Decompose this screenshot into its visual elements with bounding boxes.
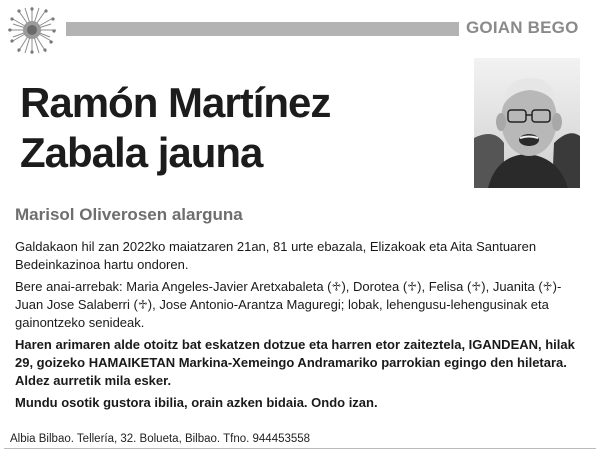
portrait-photo xyxy=(474,58,580,188)
name-line-2: Zabala jauna xyxy=(20,129,263,176)
widow-subtitle: Marisol Oliverosen alarguna xyxy=(15,205,243,224)
family-members: Bere anai-arrebak: Maria Angeles-Javier Aretxabaleta (♱), Dorotea (♱), Felisa (♱), Juanita (♱)-Juan Jose Salaberri (♱), Jose Antonio-Arantza Maguregi; lobak, lehengusu-lehengusinak eta gainontzeko senideak. xyxy=(15,279,562,330)
flower-icon xyxy=(6,4,58,56)
bottom-divider xyxy=(4,448,596,449)
death-details: Galdakaon hil zan 2022ko maiatzaren 21an, 81 urte ebazala, Elizakoak eta Aita Santuaren Bedeinkazinoa hartu ondoren. xyxy=(15,239,537,272)
header-bar xyxy=(66,22,459,36)
funeral-details: Haren arimaren alde otoitz bat eskatzen dotzue eta harren etor zaiteztela, IGANDEAN, hilak 29, goizeko HAMAIKETAN Markina-Xemeingo Andramariko parrokian egingo den hiletara. Aldez aurretik mila esker. xyxy=(15,337,575,388)
funeral-home-info: Albia Bilbao. Tellería, 32. Bolueta, Bilbao. Tfno. 944453558 xyxy=(10,433,311,445)
obituary-body xyxy=(15,238,587,416)
farewell-message: Mundu osotik gustora ibilia, orain azken bidaia. Ondo izan. xyxy=(15,395,378,410)
header-label: GOIAN BEGO xyxy=(466,18,579,37)
deceased-name xyxy=(20,78,460,178)
name-line-1: Ramón Martínez xyxy=(20,79,331,126)
